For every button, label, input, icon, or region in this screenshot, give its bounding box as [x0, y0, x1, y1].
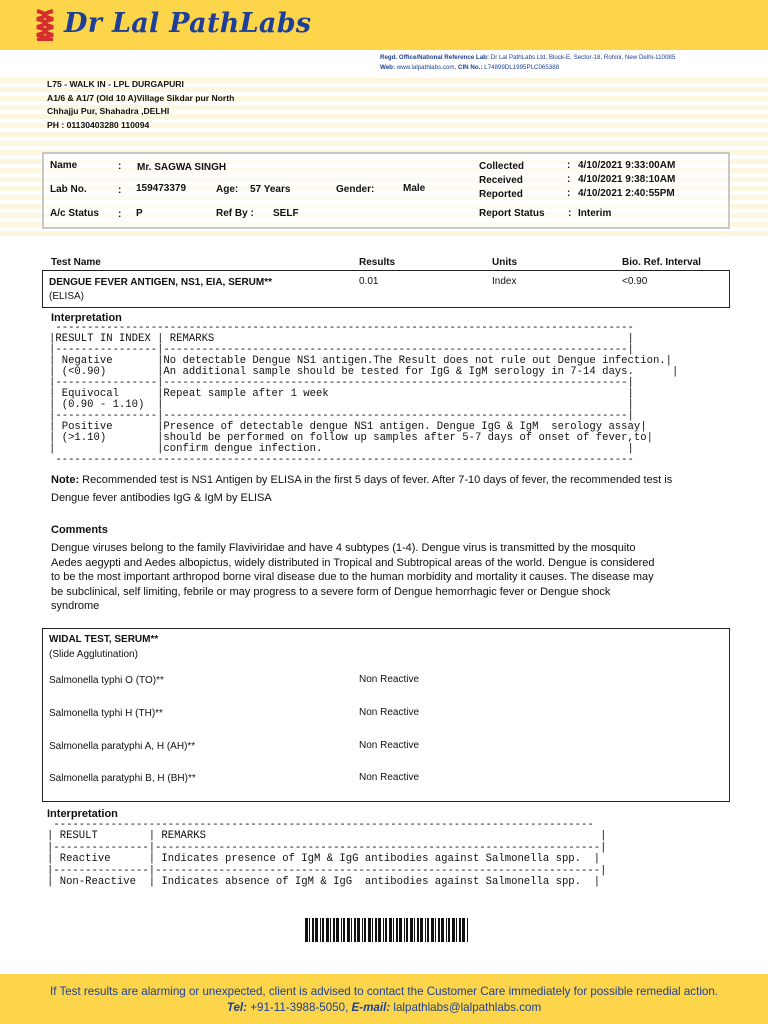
- ac-status-label: A/c Status: [50, 208, 99, 219]
- widal-method: (Slide Agglutination): [49, 649, 138, 660]
- brand-logo-text: Dr Lal PathLabs: [64, 8, 312, 39]
- age-label: Age:: [216, 184, 239, 195]
- ref-by-value: SELF: [273, 208, 299, 219]
- dengue-test-name: DENGUE FEVER ANTIGEN, NS1, EIA, SERUM**: [49, 277, 272, 288]
- col-test-name: Test Name: [51, 257, 101, 268]
- dengue-interpretation-table: ------------------------------------------------------------------------------------------- |RESULT IN INDEX | REMARKS | |----------------|-------------------------------------------------------------------------| | Negative |No detectable Dengue NS1 antigen.The Result does not rule out Dengue infection.| | (<0.90) |An additional sample should be tested for IgG & IgM serology in 7-14 days. | |----------------|-------------------------------------------------------------------------| | Equivocal |Repeat sample after 1 week | | (0.90 - 1.10) | | |----------------|-------------------------------------------------------------------------| | Positive |Presence of detectable dengue NS1 antigen. Dengue IgG & IgM serology assay| | (>1.10) |should be performed on follow up samples after 5-7 days of onset of fever,to| | |confirm dengue infection. | -------------------------------------------------------------------------------------------: [49, 322, 679, 466]
- collected-colon: :: [567, 160, 571, 171]
- name-label: Name: [50, 160, 78, 171]
- ac-status-value: P: [136, 208, 143, 219]
- age-value: 57 Years: [250, 184, 291, 195]
- dengue-ref-interval: <0.90: [622, 276, 648, 287]
- name-colon: :: [118, 161, 122, 172]
- widal-interpretation-title: Interpretation: [47, 808, 118, 820]
- comments-paragraph: Dengue viruses belong to the family Flaviviridae and have 4 subtypes (1-4). Dengue virus is transmitted by the mosquito Aedes aegypti and Aedes albopictus, widely distributed in Tropical and Subtropical areas of the world. Dengue is considered to be the most important arthropod borne viral disease due to the human morbidity and mortality it causes. The disease may be subclinical, self limiting, febrile or may progress to a severe form of Dengue hemorrhagic fever or Dengue shock syndrome: [51, 542, 655, 613]
- collected-label: Collected: [479, 161, 525, 172]
- footer-bar: [0, 974, 768, 1024]
- report-status-value: Interim: [578, 208, 612, 219]
- col-bio-ref: Bio. Ref. Interval: [622, 257, 701, 268]
- received-label: Received: [479, 175, 523, 186]
- reported-colon: :: [567, 188, 571, 199]
- widal-row-result: Non Reactive: [359, 707, 420, 718]
- report-status-colon: :: [568, 208, 572, 219]
- widal-row-name: Salmonella typhi O (TO)**: [49, 675, 164, 686]
- received-value: 4/10/2021 9:38:10AM: [578, 174, 676, 185]
- col-results: Results: [359, 257, 396, 268]
- gender-value: Male: [403, 183, 426, 194]
- widal-row-name: Salmonella paratyphi B, H (BH)**: [49, 773, 196, 784]
- footer-contact: Tel: +91-11-3988-5050, E-mail: lalpathlabs@lalpathlabs.com: [226, 1001, 542, 1014]
- lab-address: L75 - WALK IN - LPL DURGAPURI A1/6 & A1/7 (Old 10 A)Village Sikdar pur North Chhajju Pur, Shahadra ,DELHI PH : 01130403280 110094: [47, 79, 235, 130]
- widal-row-name: Salmonella typhi H (TH)**: [49, 708, 163, 719]
- registered-office: Regd. Office/National Reference Lab: Dr Lal PathLabs Ltd, Block-E, Sector-18, Rohini, New Delhi-110085 Web: www.lalpathlabs.com, CIN No.: L74899DL1995PLC065388: [380, 54, 676, 71]
- footer-advisory: If Test results are alarming or unexpected, client is advised to contact the Customer Care immediately for possible remedial action.: [49, 985, 719, 998]
- gender-label: Gender:: [336, 184, 375, 195]
- col-units: Units: [492, 257, 517, 268]
- reported-label: Reported: [479, 189, 523, 200]
- dengue-unit: Index: [492, 276, 517, 287]
- widal-interpretation-table: ------------------------------------------------------------------------------------- | RESULT | REMARKS | |---------------|----------------------------------------------------------------------| | Reactive | Indicates presence of IgM & IgG antibodies against Salmonella spp. | |---------------|----------------------------------------------------------------------| | Non-Reactive | Indicates absence of IgM & IgG antibodies against Salmonella spp. |: [47, 819, 607, 889]
- labno-colon: :: [118, 185, 122, 196]
- patient-name: Mr. SAGWA SINGH: [137, 162, 227, 173]
- widal-row-result: Non Reactive: [359, 772, 420, 783]
- email-link[interactable]: lalpathlabs@lalpathlabs.com: [390, 1001, 542, 1014]
- lab-number: 159473379: [136, 183, 187, 194]
- ref-by-label: Ref By :: [216, 208, 254, 219]
- widal-title: WIDAL TEST, SERUM**: [49, 634, 159, 645]
- helix-logo-icon: [34, 9, 56, 46]
- dengue-result: 0.01: [359, 276, 379, 287]
- report-status-label: Report Status: [479, 208, 545, 219]
- ac-colon: :: [118, 209, 122, 220]
- comments-title: Comments: [51, 524, 108, 536]
- reported-value: 4/10/2021 2:40:55PM: [578, 188, 675, 199]
- dengue-method: (ELISA): [49, 291, 85, 302]
- widal-row-name: Salmonella paratyphi A, H (AH)**: [49, 741, 196, 752]
- widal-row-result: Non Reactive: [359, 674, 420, 685]
- widal-row-result: Non Reactive: [359, 740, 420, 751]
- collected-value: 4/10/2021 9:33:00AM: [578, 160, 676, 171]
- interpretation-title: Interpretation: [51, 312, 122, 324]
- note-paragraph: Note: Recommended test is NS1 Antigen by ELISA in the first 5 days of fever. After 7-10 days of fever, the recommended test is Dengue fever antibodies IgG & IgM by ELISA: [51, 474, 673, 504]
- received-colon: :: [567, 174, 571, 185]
- labno-label: Lab No.: [50, 184, 87, 195]
- barcode: [305, 918, 471, 947]
